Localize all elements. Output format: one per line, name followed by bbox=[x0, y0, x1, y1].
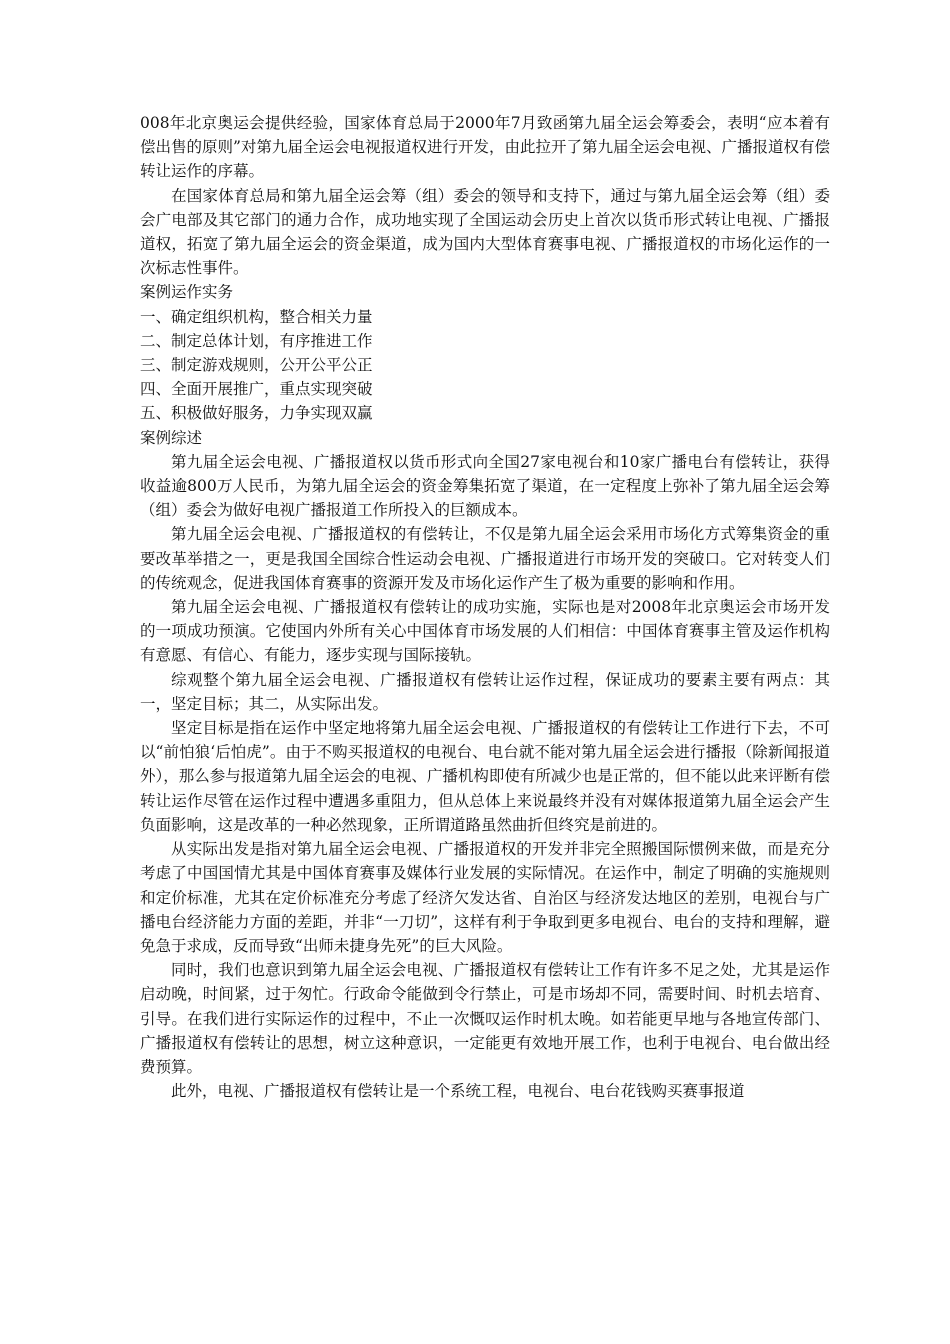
paragraph-revenue: 第九届全运会电视、广播报道权以货币形式向全国27家电视台和10家广播电台有偿转让，获得收益逾800万人民币，为第九届全运会的资金筹集拓宽了渠道，在一定程度上弥补了第九届全运会筹（组）委会为做好电视广播报道工作所投入的巨额成本。 bbox=[140, 452, 830, 520]
paragraph-shortcomings: 同时，我们也意识到第九届全运会电视、广播报道权有偿转让工作有许多不足之处，尤其是运作启动晚，时间紧，过于匆忙。行政命令能做到令行禁止，可是市场却不同，需要时间、时机去培育、引导。在我们进行实际运作的过程中，不止一次慨叹运作时机太晚。如若能更早地与各地宣传部门、广播报道权有偿转让的思想，树立这种意识，一定能更有效地开展工作，也利于电视台、电台做出经费预算。 bbox=[140, 961, 830, 1076]
paragraph-intro: 008年北京奥运会提供经验，国家体育总局于2000年7月致函第九届全运会筹委会，表明“应本着有偿出售的原则”对第九届全运会电视报道权进行开发，由此拉开了第九届全运会电视、广播报道权有偿转让运作的序幕。 bbox=[140, 114, 830, 181]
list-item: 一、确定组织机构，整合相关力量 bbox=[140, 307, 373, 326]
paragraph-system-engineering: 此外，电视、广播报道权有偿转让是一个系统工程，电视台、电台花钱购买赛事报道 bbox=[171, 1082, 745, 1101]
paragraph-key-factors: 综观整个第九届全运会电视、广播报道权有偿转让运作过程，保证成功的要素主要有两点：其一，坚定目标；其二，从实际出发。 bbox=[140, 670, 830, 713]
section-heading-summary: 案例综述 bbox=[140, 428, 203, 447]
paragraph-reform: 第九届全运会电视、广播报道权的有偿转让，不仅是第九届全运会采用市场化方式筹集资金的重要改革举措之一，更是我国全国综合性运动会电视、广播报道进行市场开发的突破口。它对转变人们的传统观念，促进我国体育赛事的资源开发及市场化运作产生了极为重要的影响和作用。 bbox=[140, 525, 830, 592]
paragraph-practical: 从实际出发是指对第九届全运会电视、广播报道权的开发并非完全照搬国际惯例来做，而是充分考虑了中国国情尤其是中国体育赛事及媒体行业发展的实际情况。在运作中，制定了明确的实施规则和定价标准，尤其在定价标准充分考虑了经济欠发达省、自治区与经济发达地区的差别，电视台与广播电台经济能力方面的差距，并非“一刀切”，这样有利于争取到更多电视台、电台的支持和理解，避免急于求成，反而导致“出师未捷身先死”的巨大风险。 bbox=[140, 840, 830, 955]
paragraph-firm-goal: 坚定目标是指在运作中坚定地将第九届全运会电视、广播报道权的有偿转让工作进行下去，不可以“前怕狼‘后怕虎”。由于不购买报道权的电视台、电台就不能对第九届全运会进行播报（除新闻报道外），那么参与报道第九届全运会的电视、广播机构即使有所减少也是正常的，但不能以此来评断有偿转让运作尽管在运作过程中遭遇多重阻力，但从总体上来说最终并没有对媒体报道第九届全运会产生负面影响，这是改革的一种必然现象，正所谓道路虽然曲折但终究是前进的。 bbox=[140, 719, 830, 834]
paragraph-olympics: 第九届全运会电视、广播报道权有偿转让的成功实施，实际也是对2008年北京奥运会市场开发的一项成功预演。它使国内外所有关心中国体育市场发展的人们相信：中国体育赛事主管及运作机构有意愿、有信心、有能力，逐步实现与国际接轨。 bbox=[140, 598, 830, 665]
paragraph-cooperation: 在国家体育总局和第九届全运会筹（组）委会的领导和支持下，通过与第九届全运会筹（组）委会广电部及其它部门的通力合作，成功地实现了全国运动会历史上首次以货币形式转让电视、广播报道权，拓宽了第九届全运会的资金渠道，成为国内大型体育赛事电视、广播报道权的市场化运作的一次标志性事件。 bbox=[140, 186, 830, 278]
list-item: 四、全面开展推广，重点实现突破 bbox=[140, 380, 373, 399]
list-item: 五、积极做好服务，力争实现双赢 bbox=[140, 404, 373, 423]
list-item: 二、制定总体计划，有序推进工作 bbox=[140, 331, 373, 350]
section-heading-practice: 案例运作实务 bbox=[140, 283, 234, 302]
list-item: 三、制定游戏规则，公开公平公正 bbox=[140, 356, 373, 375]
document-body bbox=[140, 111, 830, 1103]
